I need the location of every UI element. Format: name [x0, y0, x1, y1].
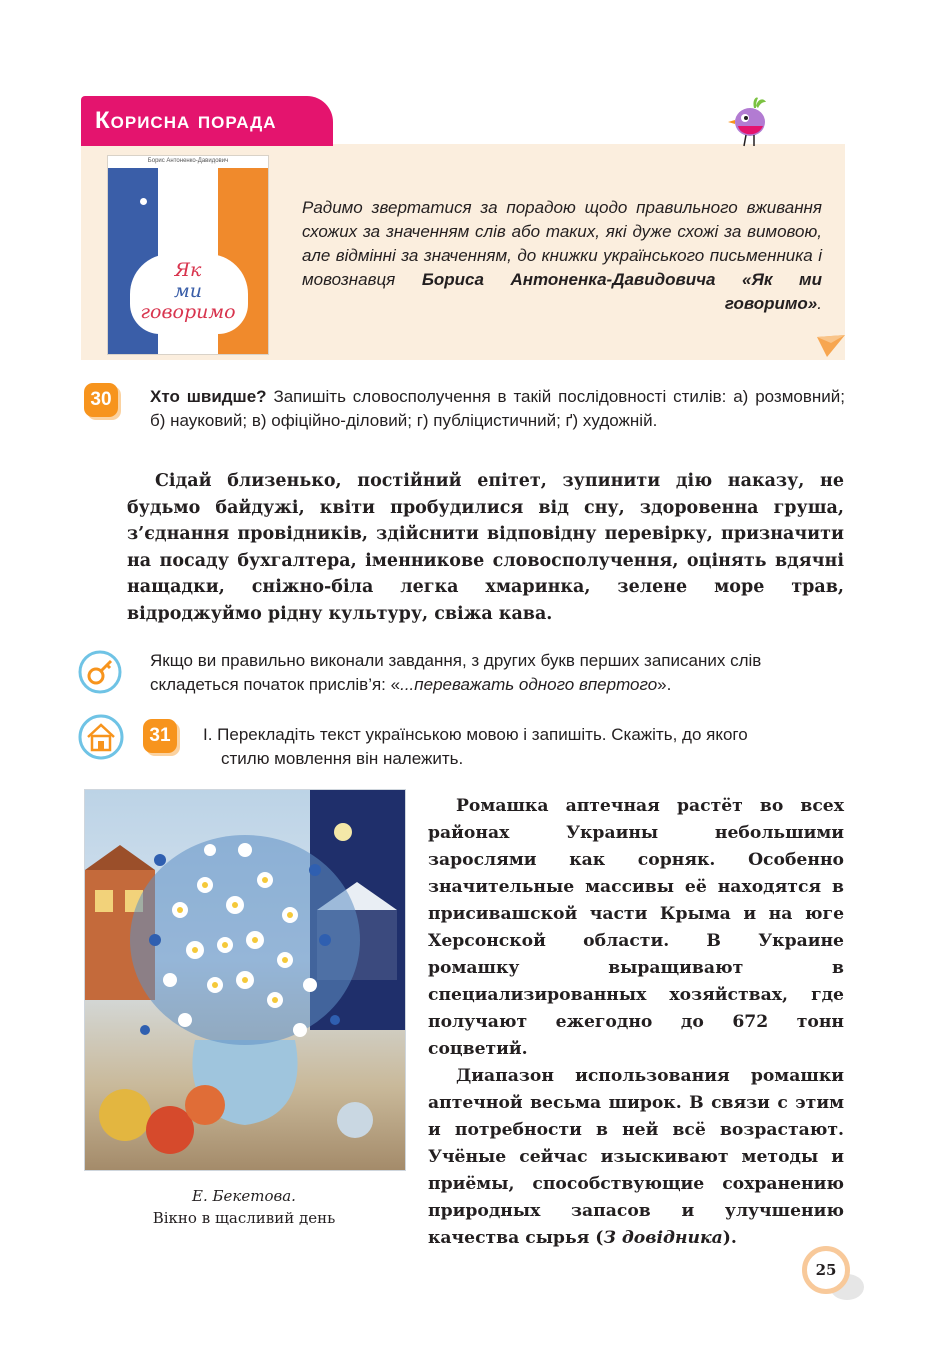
book-title: [118, 260, 258, 323]
russian-paragraph: [428, 1063, 844, 1252]
russian-text: [428, 793, 844, 1252]
caption-title: Вікно в щасливий день: [152, 1209, 336, 1227]
caption-author: Е. Бекетова.: [192, 1187, 296, 1205]
russian-paragraph: Ромашка аптечная растёт во всех районах Украины небольшими зарослями как сорняк. Особенно значительные массивы её находятся в присивашской части Крыма и на юге Херсонской области. В Украине ромашку выращивают в специализированных хозяйствах, где получают ежегодно до 672 тонн соцветий.: [428, 796, 844, 1059]
tip-text-book: Бориса Антоненка-Давидовича «Як ми говоримо»: [421, 270, 822, 313]
painting-flowers-illustration: [85, 790, 405, 1170]
exercise-31-task: [203, 723, 845, 771]
tip-text: [302, 196, 822, 316]
book-title-word: говоримо: [140, 301, 236, 323]
tip-text-end: .: [817, 294, 822, 313]
page-number: 25: [802, 1246, 850, 1294]
exercise-number-31: 31: [143, 719, 177, 753]
self-check-text: [150, 649, 845, 697]
painting-image: [84, 789, 406, 1171]
tip-header: Корисна порада: [81, 96, 333, 146]
russian-paragraph-text: Диапазон использования ромашки аптечной весьма широк. В связи с этим и потребности в ней всё возрастают. Учёные сейчас изыскивают методы и приёмы, способствующие сохранению природных запасов и улучшению качества сырья (: [428, 1066, 844, 1248]
self-check-end: ».: [657, 675, 672, 694]
source-reference: З довідника: [603, 1228, 723, 1248]
book-title-word: ми: [174, 280, 202, 302]
exercise-31-task-line: стилю мовлення він належить.: [221, 749, 464, 768]
self-check-quote: ...переважать одного впертого: [400, 675, 658, 694]
tip-text-main: Радимо звертатися за порадою щодо правильного вживання схожих за значенням слів або таких, які дуже схожі за вимовою, але відмінні за значенням, до книжки українського письменника і мовознавця: [302, 198, 822, 289]
self-check-main: Якщо ви правильно виконали завдання, з других букв перших записаних слів складеться початок прислів’я: «: [150, 651, 762, 694]
exercise-30-lead: Хто швидше?: [150, 387, 267, 406]
exercise-30-task: [150, 385, 845, 433]
exercise-31-task-line: І. Перекладіть текст українською мовою і запишіть. Скажіть, до якого: [203, 725, 748, 744]
book-dot: [206, 198, 213, 205]
book-author: Борис Антоненко-Давидович: [147, 158, 229, 164]
exercise-number-30: 30: [84, 383, 118, 417]
painting-caption: [84, 1185, 404, 1229]
russian-paragraph-end: ).: [722, 1228, 737, 1248]
book-dot: [140, 198, 147, 205]
bird-icon: [726, 96, 770, 148]
exercise-30-phrases: Сідай близенько, постійний епітет, зупинити дію наказу, не будьмо байдужі, квіти пробудилися від сну, здоровенна груша, з’єднання провідників, здійснити відповідну перевірку, призначити на посаду бухгалтера, іменникове словосполучення, оцінять вдячні нащадки, сніжно-біла легка хмаринка, зелене море трав, відроджуймо рідну культуру, свіжа кава.: [127, 471, 844, 624]
self-check-key-icon: [77, 649, 123, 695]
exercise-30-instructions: Запишіть словосполучення в такій послідовності стилів: а) розмовний; б) науковий; в) офіційно-діловий; г) публіцистичний; ґ) художній.: [150, 387, 845, 430]
homework-house-icon: [77, 713, 125, 761]
book-title-word: Як: [174, 259, 202, 281]
corner-arrow-icon: [815, 333, 847, 359]
book-cover: [107, 155, 269, 355]
